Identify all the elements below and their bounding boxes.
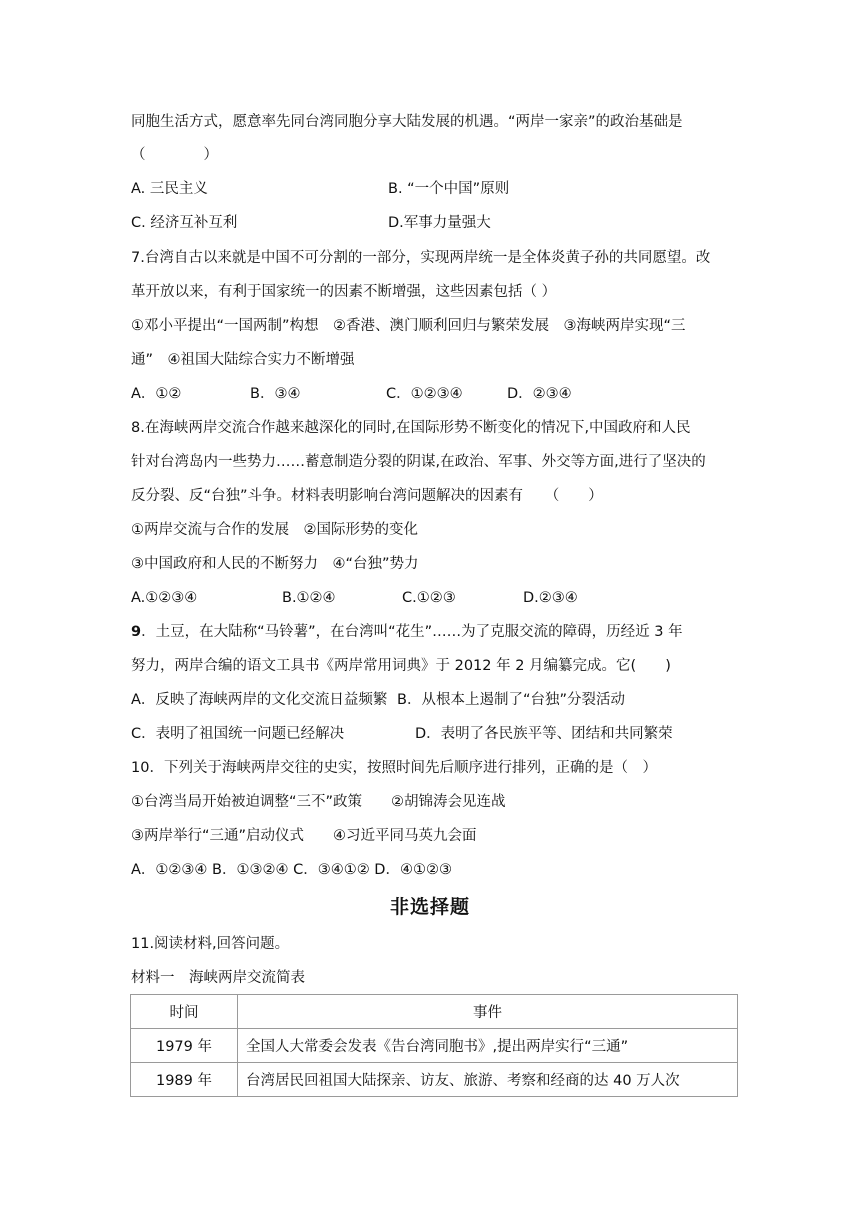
q8-items-line1: ①两岸交流与合作的发展 ②国际形势的变化 bbox=[131, 522, 418, 538]
q8-stem-line3: 反分裂、反“台独”斗争。材料表明影响台湾问题解决的因素有 （ ） bbox=[131, 488, 603, 504]
q9-option-a: A．反映了海峡两岸的文化交流日益频繁 bbox=[131, 692, 388, 708]
table-cell-event: 全国人大常委会发表《告台湾同胞书》,提出两岸实行“三通” bbox=[238, 1029, 738, 1063]
table-cell-time: 1989 年 bbox=[131, 1063, 238, 1097]
q6-answer-blank: （ ） bbox=[131, 147, 218, 163]
table-header-row bbox=[131, 995, 738, 1029]
q7-stem-line1: 7.台湾自古以来就是中国不可分割的一部分，实现两岸统一是全体炎黄子孙的共同愿望。改 bbox=[131, 250, 711, 266]
q8-stem-line1: 8.在海峡两岸交流合作越来越深化的同时,在国际形势不断变化的情况下,中国政府和人民 bbox=[131, 420, 691, 436]
q8-option-b: B.①②④ bbox=[282, 590, 336, 606]
table-row bbox=[131, 1063, 738, 1097]
q6-stem: 同胞生活方式，愿意率先同台湾同胞分享大陆发展的机遇。“两岸一家亲”的政治基础是 bbox=[131, 114, 683, 130]
q8-option-d: D.②③④ bbox=[523, 590, 578, 606]
q6-option-a: A. 三民主义 bbox=[131, 181, 208, 197]
exchange-table bbox=[130, 994, 738, 1097]
q11-material-label: 材料一 海峡两岸交流简表 bbox=[131, 970, 305, 986]
table-cell-event: 台湾居民回祖国大陆探亲、访友、旅游、考察和经商的达 40 万人次 bbox=[238, 1063, 738, 1097]
q7-items-line2: 通” ④祖国大陆综合实力不断增强 bbox=[131, 352, 355, 368]
section-title: 非选择题 bbox=[389, 896, 470, 918]
q8-items-line2: ③中国政府和人民的不断努力 ④“台独”势力 bbox=[131, 556, 419, 572]
q9-option-d: D．表明了各民族平等、团结和共同繁荣 bbox=[415, 726, 673, 742]
table-row bbox=[131, 1029, 738, 1063]
table-cell-time: 1979 年 bbox=[131, 1029, 238, 1063]
q7-option-a: A．①② bbox=[131, 386, 182, 402]
q10-items-line2: ③两岸举行“三通”启动仪式 ④习近平同马英九会面 bbox=[131, 828, 477, 844]
q8-option-a: A.①②③④ bbox=[131, 590, 198, 606]
q7-option-b: B．③④ bbox=[250, 386, 301, 402]
q9-option-c: C．表明了祖国统一问题已经解决 bbox=[131, 726, 345, 742]
q9-stem-line1 bbox=[131, 622, 683, 642]
q7-option-c: C．①②③④ bbox=[386, 386, 463, 402]
q8-option-c: C.①②③ bbox=[402, 590, 456, 606]
q6-option-b: B. “一个中国”原则 bbox=[388, 181, 510, 197]
q10-options: A．①②③④ B．①③②④ C．③④①② D．④①②③ bbox=[131, 862, 452, 878]
q6-option-c: C. 经济互补互利 bbox=[131, 215, 238, 231]
q8-stem-line2: 针对台湾岛内一些势力……蓄意制造分裂的阴谋,在政治、军事、外交等方面,进行了坚决的 bbox=[131, 454, 706, 470]
q9-number: 9 bbox=[131, 624, 142, 640]
q9-stem-text: ．土豆，在大陆称“马铃薯”，在台湾叫“花生”……为了克服交流的障碍，历经近 3 年 bbox=[141, 624, 683, 640]
q6-option-d: D.军事力量强大 bbox=[388, 215, 491, 231]
q7-option-d: D．②③④ bbox=[507, 386, 572, 402]
table-header-time: 时间 bbox=[131, 995, 238, 1029]
q9-option-b: B．从根本上遏制了“台独”分裂活动 bbox=[397, 692, 625, 708]
q7-items-line1: ①邓小平提出“一国两制”构想 ②香港、澳门顺利回归与繁荣发展 ③海峡两岸实现“三 bbox=[131, 318, 686, 334]
q9-stem-line2: 努力，两岸合编的语文工具书《两岸常用词典》于 2012 年 2 月编纂完成。它( ) bbox=[131, 658, 671, 674]
q7-stem-line2: 革开放以来，有利于国家统一的因素不断增强，这些因素包括（ ） bbox=[131, 284, 557, 300]
q11-stem: 11.阅读材料,回答问题。 bbox=[131, 936, 290, 952]
table-header-event: 事件 bbox=[238, 995, 738, 1029]
q10-items-line1: ①台湾当局开始被迫调整“三不”政策 ②胡锦涛会见连战 bbox=[131, 794, 506, 810]
q10-stem: 10．下列关于海峡两岸交往的史实，按照时间先后顺序进行排列，正确的是（ ） bbox=[131, 760, 657, 776]
